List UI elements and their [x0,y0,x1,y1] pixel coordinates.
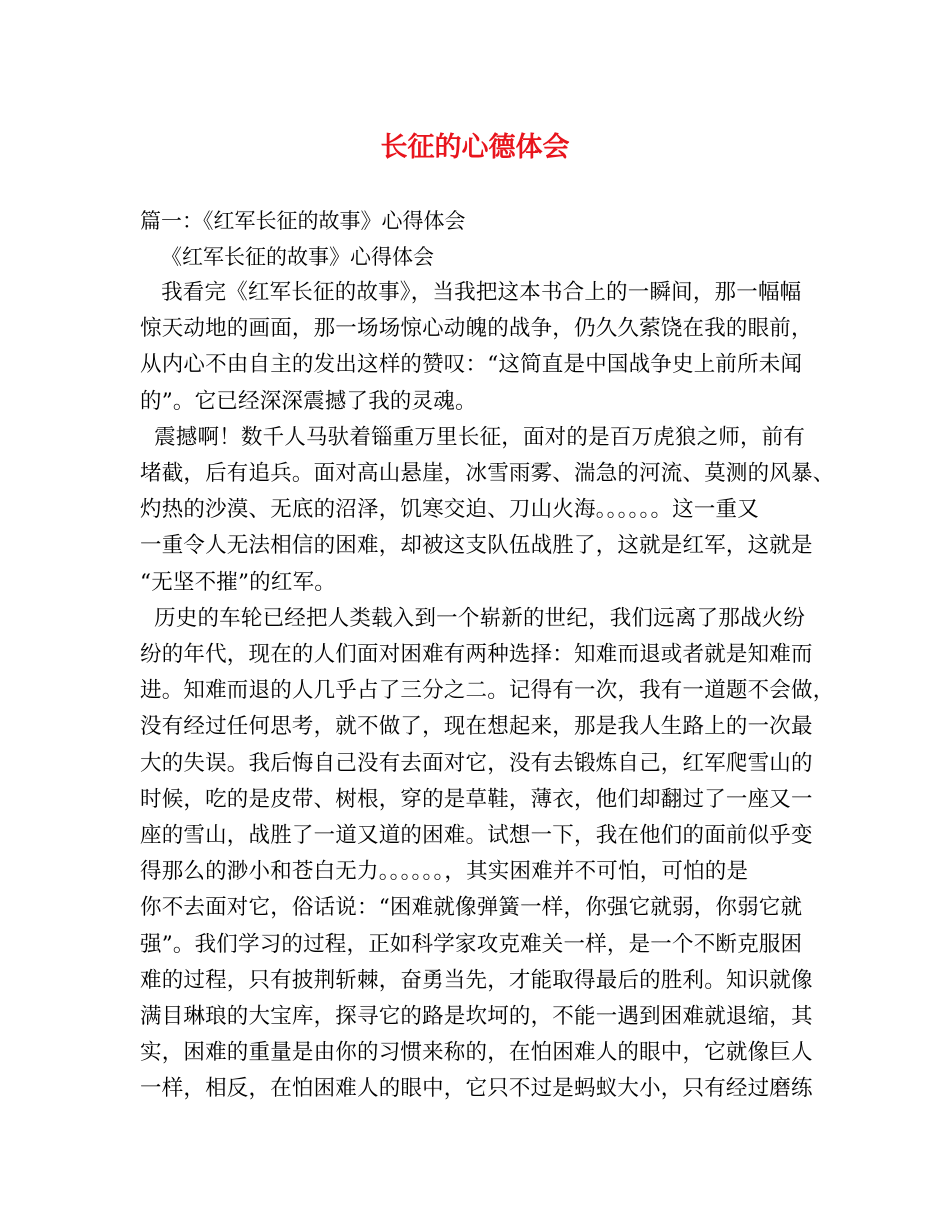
paragraph [140,601,835,1108]
document-title: 长征的心德体会 [380,132,570,163]
paragraph-line: 灼热的沙漠、无底的沼泽，饥寒交迫、刀山火海。。。。。。这一重又 [140,497,759,523]
section-heading: 篇一：《红军长征的故事》心得体会 [140,209,466,233]
sub-heading: 《红军长征的故事》心得体会 [161,245,434,269]
paragraph-line: 进。知难而退的人几乎占了三分之二。记得有一次，我有一道题不会做， [140,678,835,704]
paragraph-line: 震撼啊！数千人马驮着锱重万里长征，面对的是百万虎狼之师，前有 [140,424,806,450]
paragraph-line: 一重令人无法相信的困难，却被这支队伍战胜了，这就是红军，这就是 [140,533,813,559]
paragraph-line: 强”。我们学习的过程，正如科学家攻克难关一样，是一个不断克服困 [140,931,803,957]
paragraph-list [140,275,835,1108]
document-body [140,203,835,1108]
paragraph-line: 历史的车轮已经把人类载入到一个崭新的世纪，我们远离了那战火纷 [140,605,806,631]
paragraph-line: 堵截，后有追兵。面对高山悬崖，冰雪雨雾、湍急的河流、莫测的风暴、 [140,461,835,487]
paragraph-line: 时候，吃的是皮带、树根，穿的是草鞋，薄衣，他们却翻过了一座又一 [140,786,813,812]
paragraph-line: 惊天动地的画面，那一场场惊心动魄的战争，仍久久萦饶在我的眼前， [140,316,813,342]
paragraph-line: “无坚不摧”的红军。 [140,569,336,595]
paragraph [140,420,835,601]
paragraph-line: 我看完《红军长征的故事》，当我把这本书合上的一瞬间，那一幅幅 [140,280,802,305]
paragraph-line: 的”。它已经深深震撼了我的灵魂。 [140,388,477,414]
paragraph-line: 满目琳琅的大宝库，探寻它的路是坎坷的，不能一遇到困难就退缩，其 [140,1004,813,1030]
paragraph-line: 难的过程，只有披荆斩棘，奋勇当先，才能取得最后的胜利。知识就像 [140,967,813,993]
paragraph-line: 从内心不由自主的发出这样的赞叹：“这简直是中国战争史上前所未闻 [140,352,803,378]
paragraph-line: 座的雪山，战胜了一道又道的困难。试想一下，我在他们的面前似乎变 [140,823,813,849]
paragraph-line: 大的失误。我后悔自己没有去面对它，没有去锻炼自己，红军爬雪山的 [140,750,813,776]
paragraph-line: 得那么的渺小和苍白无力。。。。。。，其实困难并不可怕，可怕的是 [140,859,749,885]
paragraph [140,275,820,420]
paragraph-line: 一样，相反，在怕困难人的眼中，它只不过是蚂蚁大小，只有经过磨练 [140,1076,813,1102]
paragraph-line: 没有经过任何思考，就不做了，现在想起来，那是我人生路上的一次最 [140,714,813,740]
paragraph-line: 实，困难的重量是由你的习惯来称的，在怕困难人的眼中，它就像巨人 [140,1040,813,1066]
paragraph-line: 你不去面对它，俗话说：“困难就像弹簧一样，你强它就弱，你弱它就 [140,895,803,921]
paragraph-line: 纷的年代，现在的人们面对困难有两种选择：知难而退或者就是知难而 [140,642,813,668]
